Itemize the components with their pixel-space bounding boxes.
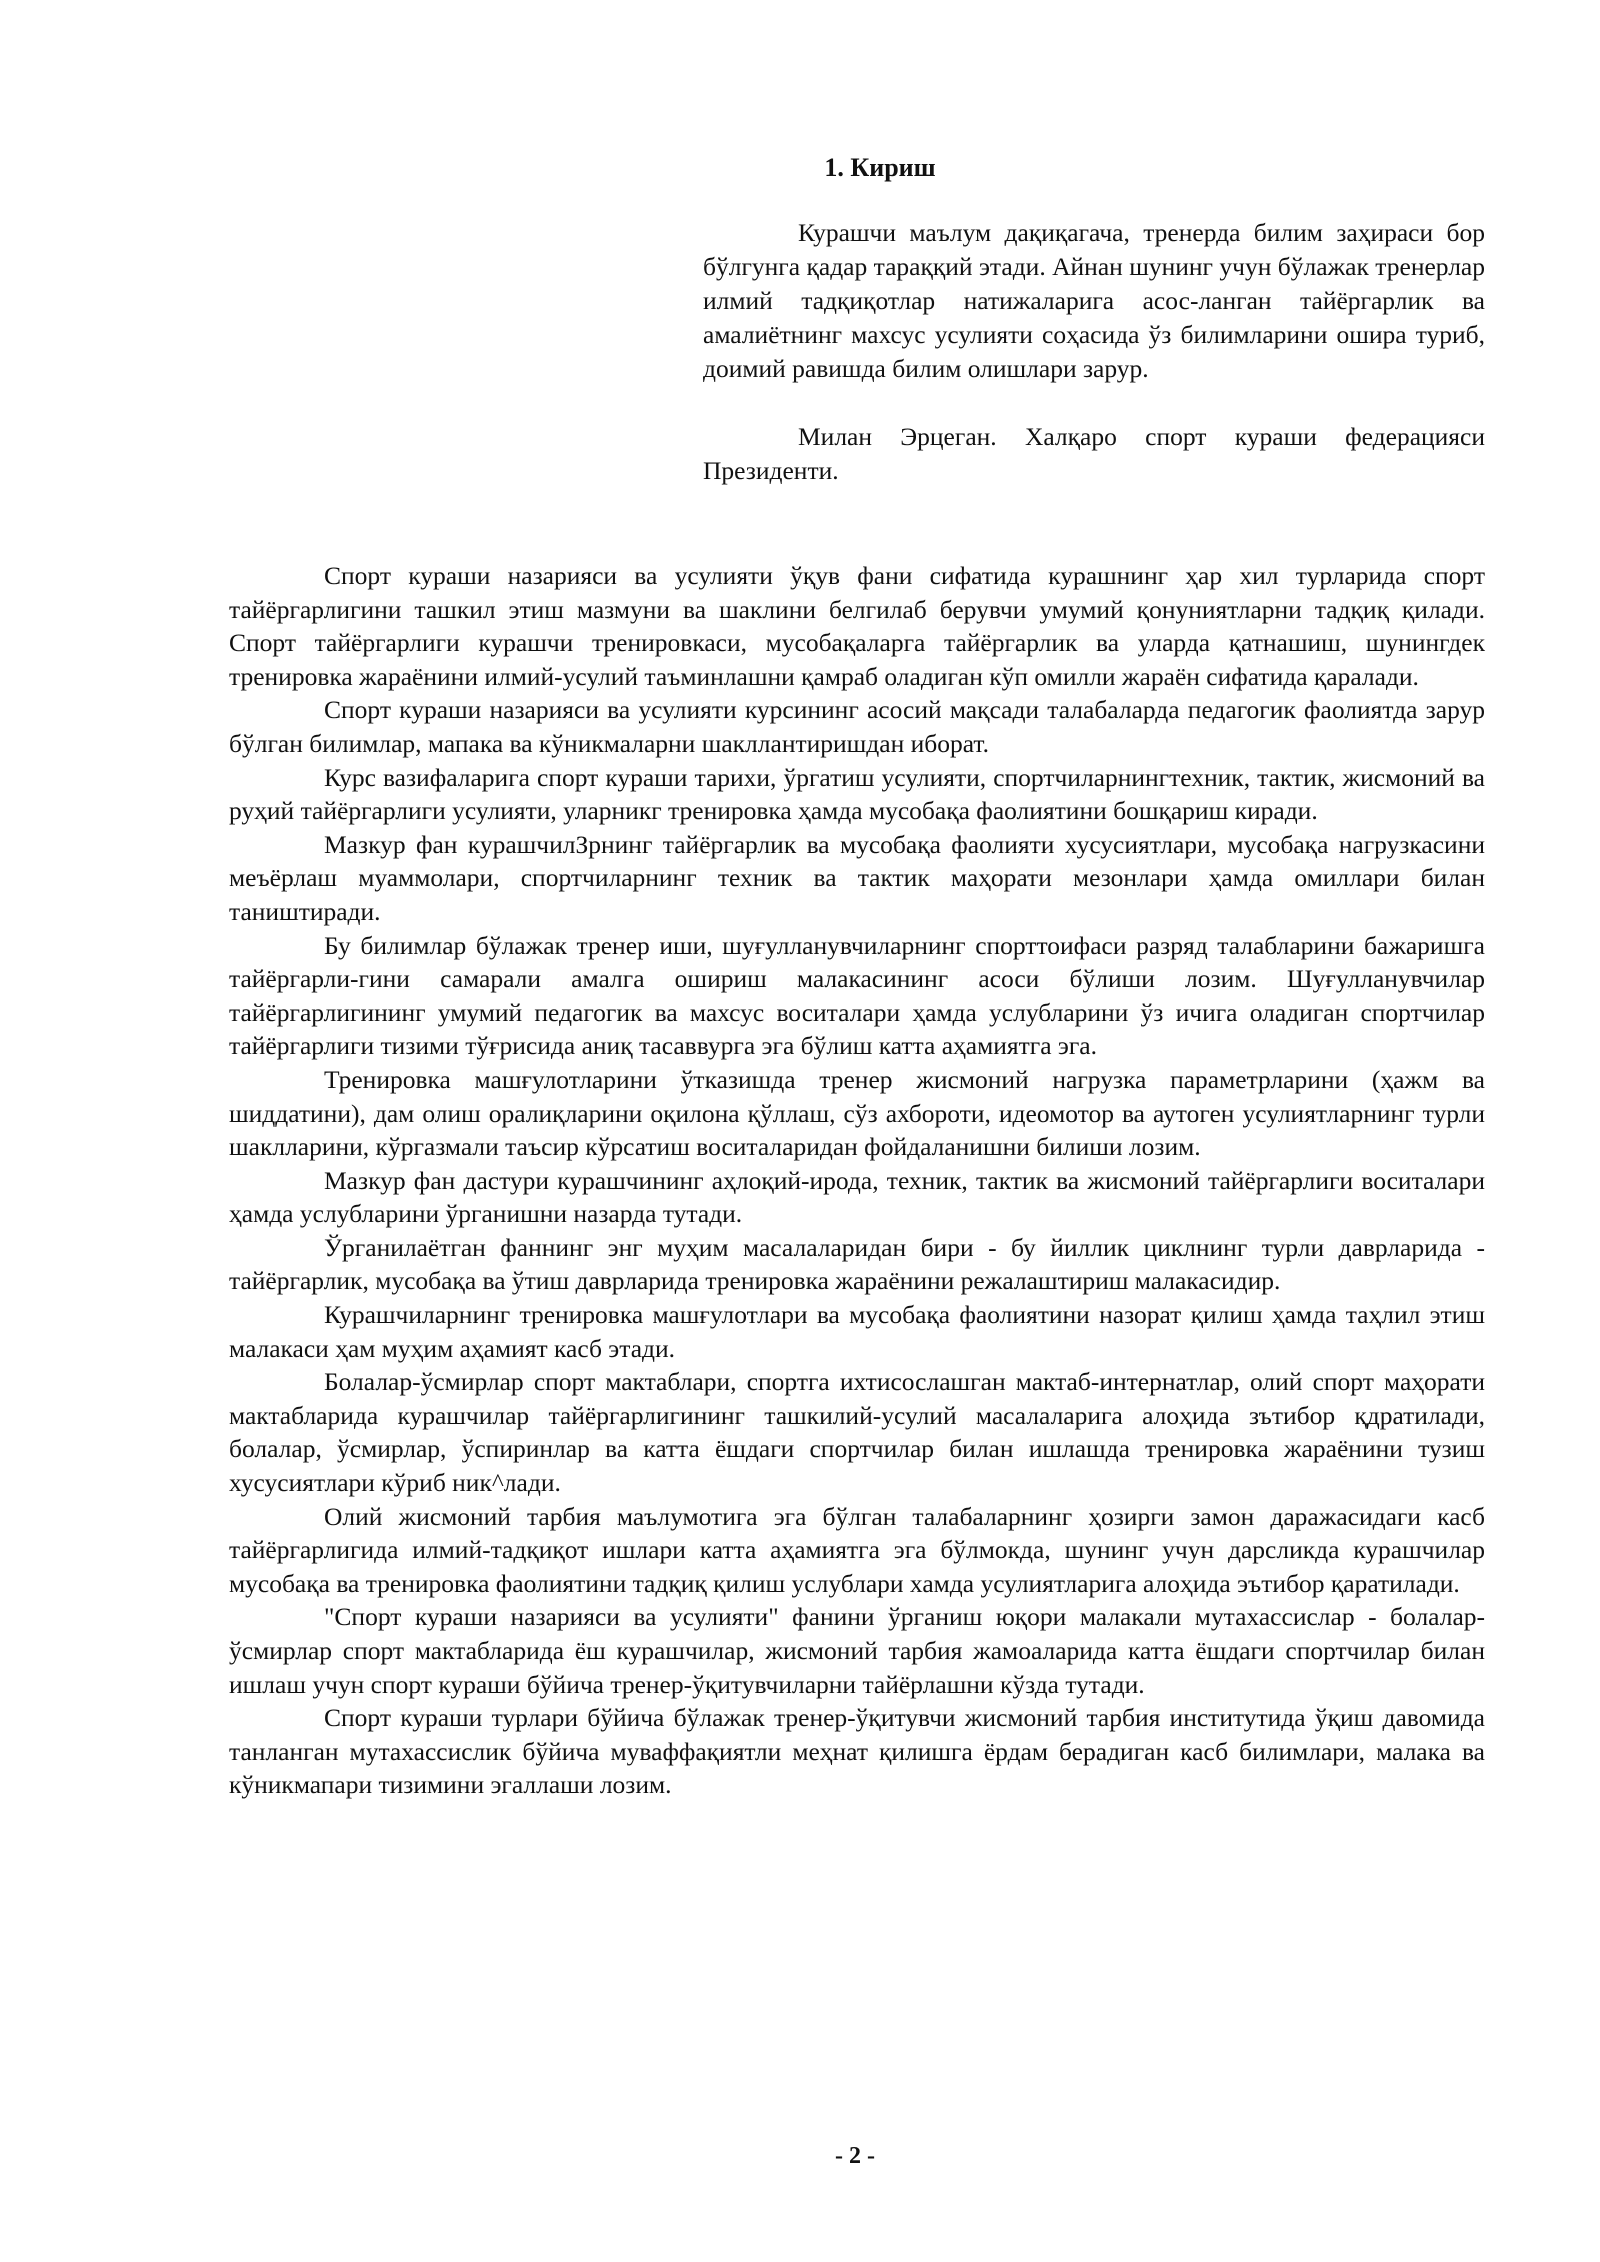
paragraph: Бу билимлар бўлажак тренер иши, шуғулланувчиларнинг спорттоифаси разряд талабларини бажаришга тайёргарли-гини самарали амалга ошириш малакасининг асоси бўлиши лозим. Шуғулланувчилар тайёргарлигининг умумий педагогик ва махсус воситалари ҳамда услубларини ўз ичига оладиган спортчилар тайёргарлиги тизими тўғрисида аниқ тасаввурга эга бўлиш катта аҳамиятга эга. <box>229 930 1485 1061</box>
paragraph: Тренировка машғулотларини ўтказишда тренер жисмоний нагрузка параметрларини (ҳажм ва шиддатини), дам олиш оралиқларини оқилона қўллаш, сўз ахбороти, идеомотор ва аутоген усулиятларнинг турли шаклларини, кўргазмали таъсир кўрсатиш воситаларидан фойдаланишни билиши лозим. <box>229 1064 1485 1162</box>
paragraph: Спорт кураши назарияси ва усулияти курсининг асосий мақсади талабаларда педагогик фаолиятда зарур бўлган билимлар, мапака ва кўникмаларни шакллантиришдан иборат. <box>229 695 1485 758</box>
paragraph: Мазкур фан дастури курашчининг аҳлоқий-ирода, техник, тактик ва жисмоний тайёргарлиги воситалари ҳамда услубларини ўрганишни назарда тутади. <box>229 1165 1485 1229</box>
page-number: - 2 - <box>835 2143 875 2169</box>
paragraph: Курс вазифаларига спорт кураши тарихи, ўргатиш усулияти, спортчиларнингтехник, тактик, жисмоний ва руҳий тайёргарлиги усулияти, уларникг тренировка ҳамда мусобақа фаолиятини бошқариш киради. <box>229 762 1485 826</box>
paragraph: Мазкур фан курашчилЗрнинг тайёргарлик ва мусобақа фаолияти хусусиятлари, мусобақа нагрузкасини меъёрлаш муаммолари, спортчиларнинг техник ва тактик маҳорати мезонлари ҳамда омиллари билан таништиради. <box>229 829 1485 926</box>
paragraph: Олий жисмоний тарбия маълумотига эга бўлган талабаларнинг ҳозирги замон даражасидаги касб тайёргарлигида илмий-тадқиқот ишлари катта аҳамиятга эга бўлмокда, шунинг учун дарсликда курашчилар мусобақа ва тренировка фаолиятини тадқиқ қилиш услублари хамда усулиятларига алоҳида эътибор қаратилади. <box>229 1501 1485 1598</box>
section-heading: 1. Кириш <box>824 153 936 182</box>
epigraph-quote: Курашчи маълум дақиқагача, тренерда билим заҳираси бор бўлгунга қадар тараққий этади. Айнан шунинг учун бўлажак тренерлар илмий тадқиқотлар натижаларига асос-ланган тайёргарлик ва амалиётнинг махсус усулияти соҳасида ўз билимларини ошира туриб, доимий равишда билим олишлари зарур. <box>703 218 1485 383</box>
epigraph-attribution: Милан Эрцеган. Халқаро спорт кураши федерацияси Президенти. <box>703 422 1485 485</box>
paragraph: Болалар-ўсмирлар спорт мактаблари, спортга ихтисослашган мактаб-интернатлар, олий спорт маҳорати мактабларида курашчилар тайёргарлигининг ташкилий-усулий масалаларига алоҳида зътибор қдратилади, болалар, ўсмирлар, ўспиринлар ва катта ёшдаги спортчилар билан ишлашда тренировка жараёнини тузиш хусусиятлари кўриб ник^лади. <box>229 1367 1485 1498</box>
paragraph: Курашчиларнинг тренировка машғулотлари ва мусобақа фаолиятини назорат қилиш ҳамда таҳлил этиш малакаси ҳам муҳим аҳамият касб этади. <box>229 1300 1485 1363</box>
body-text <box>229 559 1485 1802</box>
paragraph: "Спорт кураши назарияси ва усулияти" фанини ўрганиш юқори малакали мутахассислар - болалар-ўсмирлар спорт мактабларида ёш курашчилар, жисмоний тарбия жамоаларида катта ёшдаги спортчилар билан ишлаш учун спорт кураши бўйича тренер-ўқитувчиларни тайёрлашни кўзда тутади. <box>229 1602 1485 1699</box>
paragraph: Спорт кураши турлари бўйича бўлажак тренер-ўқитувчи жисмоний тарбия институтида ўқиш давомида танланган мутахассислик бўйича муваффақиятли меҳнат қилишга ёрдам берадиган касб билимлари, малака ва кўникмапари тизимини эгаллаши лозим. <box>229 1703 1485 1800</box>
epigraph <box>703 216 1485 488</box>
paragraph: Спорт кураши назарияси ва усулияти ўқув фани сифатида курашнинг ҳар хил турларида спорт тайёргарлигини ташкил этиш мазмуни ва шаклини белгилаб берувчи умумий қонуниятларни тадқиқ қилади. Спорт тайёргарлиги курашчи тренировкаси, мусобақаларга тайёргарлик ва уларда қатнашиш, шунингдек тренировка жараёнини илмий-усулий таъминлашни қамраб оладиган кўп омилли жараён сифатида қаралади. <box>229 561 1485 691</box>
paragraph: Ўрганилаётган фаннинг энг муҳим масалаларидан бири - бу йиллик циклнинг турли даврларида - тайёргарлик, мусобақа ва ўтиш даврларида тренировка жараёнини режалаштириш малакасидир. <box>229 1232 1485 1296</box>
